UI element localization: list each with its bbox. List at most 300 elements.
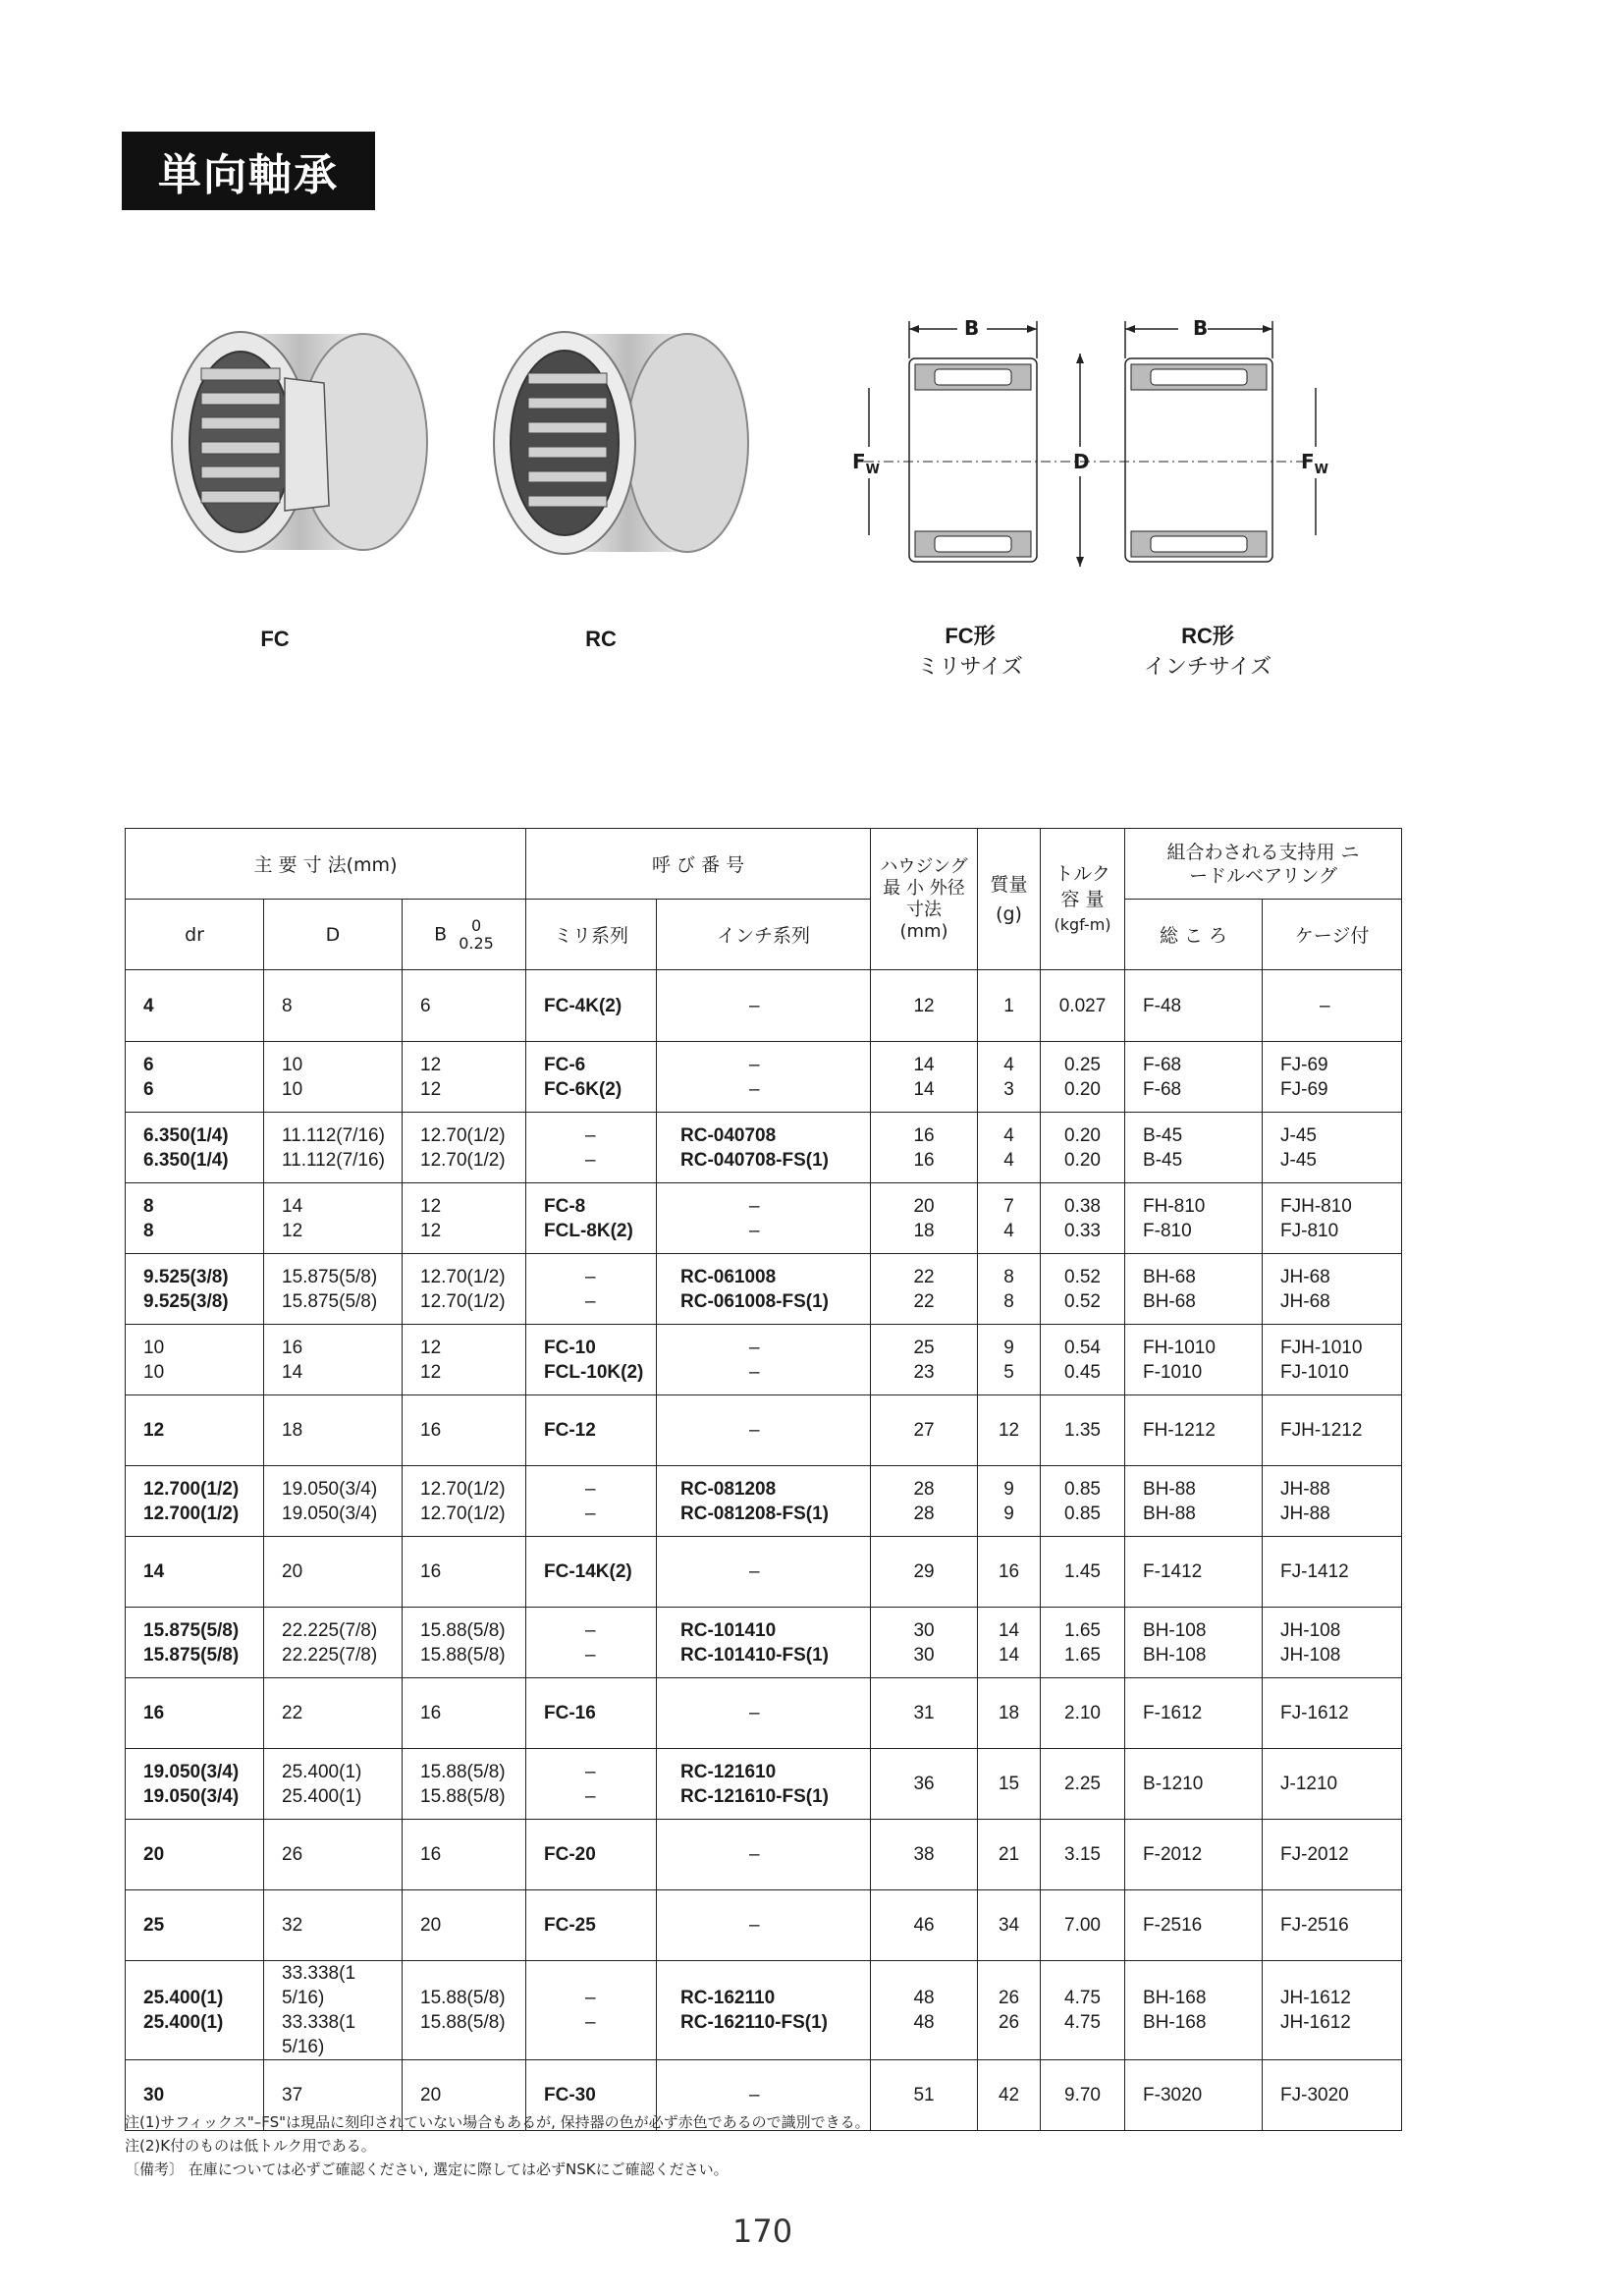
cell-dr-line: 6.350(1/4) bbox=[143, 1124, 229, 1146]
cell-housing-bore-line: 28 bbox=[913, 1503, 935, 1524]
diagram-fw-label-right: $F_W$ bbox=[1301, 450, 1329, 477]
cell-torque bbox=[1041, 1395, 1125, 1466]
diagram-b-label-left: B bbox=[964, 316, 980, 340]
cell-metric-series-line: FC-6 bbox=[544, 1054, 586, 1075]
cell-width-b bbox=[403, 1325, 526, 1395]
cell-width-b bbox=[403, 1678, 526, 1749]
cell-outer-d-line: 19.050(3/4) bbox=[282, 1503, 378, 1524]
table-row bbox=[126, 1325, 1402, 1395]
housing-label: ハウジング 最 小 外径寸法 bbox=[880, 855, 968, 920]
cell-caged bbox=[1263, 1254, 1402, 1325]
cell-mass-line: 4 bbox=[1003, 1124, 1014, 1146]
cell-inch-series bbox=[657, 1113, 871, 1183]
cell-mass-line: 14 bbox=[998, 1644, 1020, 1666]
cell-full-complement bbox=[1125, 1678, 1263, 1749]
cell-full-complement bbox=[1125, 1042, 1263, 1113]
cell-full-complement-line: F-68 bbox=[1143, 1054, 1182, 1075]
cell-inch-series-line: RC-101410 bbox=[680, 1619, 777, 1641]
cell-housing-bore-line: 27 bbox=[913, 1420, 935, 1441]
cell-mass-line: 8 bbox=[1003, 1290, 1014, 1312]
cell-caged bbox=[1263, 1820, 1402, 1890]
cell-torque-line: 0.20 bbox=[1064, 1078, 1101, 1100]
cell-mass bbox=[978, 1325, 1041, 1395]
mass-unit: (g) bbox=[996, 902, 1022, 925]
cell-mass bbox=[978, 1113, 1041, 1183]
cell-caged-line: FJH-1010 bbox=[1280, 1337, 1363, 1358]
cell-housing-bore-line: 22 bbox=[913, 1290, 935, 1312]
cell-width-b-line: 16 bbox=[420, 1561, 442, 1582]
cell-dr bbox=[126, 1749, 264, 1820]
cell-torque bbox=[1041, 1183, 1125, 1254]
cell-metric-series bbox=[526, 1325, 657, 1395]
cell-caged-line: JH-108 bbox=[1280, 1619, 1341, 1641]
cell-caged-line: J-45 bbox=[1280, 1149, 1317, 1171]
cell-inch-series bbox=[657, 1890, 871, 1961]
cell-metric-series-line: – bbox=[585, 1124, 596, 1146]
cell-torque bbox=[1041, 1325, 1125, 1395]
diagram-d-label: D bbox=[1073, 450, 1090, 473]
cell-housing-bore bbox=[871, 1749, 978, 1820]
cell-caged bbox=[1263, 1395, 1402, 1466]
note-remarks: 〔備考〕 在庫については必ずご確認ください, 選定に際しては必ずNSKにご確認ください。 bbox=[125, 2160, 729, 2178]
cell-full-complement bbox=[1125, 1749, 1263, 1820]
cell-mass-line: 8 bbox=[1003, 1266, 1014, 1287]
cell-metric-series-line: FCL-8K(2) bbox=[544, 1220, 633, 1241]
diagram-fw-label-left: $F_W$ bbox=[852, 450, 881, 477]
cell-mass-line: 18 bbox=[998, 1703, 1020, 1723]
cell-caged-line: JH-108 bbox=[1280, 1644, 1341, 1666]
cell-inch-series-line: RC-040708 bbox=[680, 1124, 777, 1146]
cell-metric-series-line: – bbox=[585, 1619, 596, 1641]
cell-full-complement-line: BH-88 bbox=[1143, 1503, 1196, 1524]
cell-torque-line: 0.38 bbox=[1064, 1195, 1101, 1217]
table-row bbox=[126, 1183, 1402, 1254]
cell-housing-bore-line: 36 bbox=[913, 1774, 935, 1794]
cell-width-b-line: 16 bbox=[420, 1844, 442, 1865]
page-number: 170 bbox=[732, 2213, 793, 2250]
cell-inch-series-line: – bbox=[749, 1078, 760, 1100]
cell-full-complement-line: F-1412 bbox=[1143, 1561, 1203, 1582]
cell-mass-line: 26 bbox=[998, 2012, 1020, 2033]
cell-inch-series-line: – bbox=[749, 1195, 760, 1217]
cell-dr-line: 12 bbox=[143, 1420, 165, 1441]
cell-full-complement bbox=[1125, 1466, 1263, 1537]
cell-inch-series-line: RC-121610-FS(1) bbox=[680, 1785, 830, 1807]
torque-unit: (kgf-m) bbox=[1054, 914, 1111, 934]
cell-inch-series bbox=[657, 1183, 871, 1254]
cell-dr-line: 8 bbox=[143, 1195, 154, 1217]
cell-inch-series-line: – bbox=[749, 1561, 760, 1582]
cell-width-b-line: 20 bbox=[420, 2085, 442, 2105]
cell-outer-d bbox=[264, 1890, 403, 1961]
cell-mass-line: 4 bbox=[1003, 1220, 1014, 1241]
cell-torque-line: 7.00 bbox=[1064, 1915, 1101, 1936]
cell-dr bbox=[126, 1113, 264, 1183]
cell-full-complement bbox=[1125, 1608, 1263, 1678]
cell-caged-line: FJ-2012 bbox=[1280, 1844, 1349, 1865]
cell-metric-series bbox=[526, 1890, 657, 1961]
cell-inch-series-line: RC-061008 bbox=[680, 1266, 777, 1287]
cell-metric-series-line: FC-8 bbox=[544, 1195, 586, 1217]
cell-torque-line: 0.54 bbox=[1064, 1337, 1101, 1358]
cell-width-b-line: 15.88(5/8) bbox=[420, 1988, 506, 2008]
cell-dr bbox=[126, 1961, 264, 2060]
cell-outer-d-line: 12 bbox=[282, 1220, 303, 1241]
cell-inch-series-line: RC-162110 bbox=[680, 1988, 776, 2008]
cell-dr-line: 19.050(3/4) bbox=[143, 1785, 240, 1807]
cell-caged-line: FJ-69 bbox=[1280, 1054, 1328, 1075]
table-row bbox=[126, 1961, 1402, 2060]
cell-housing-bore-line: 12 bbox=[913, 995, 935, 1016]
cell-housing-bore-line: 28 bbox=[913, 1478, 935, 1500]
rc-type-title: RC形 bbox=[1181, 624, 1234, 648]
cell-metric-series bbox=[526, 1537, 657, 1608]
cell-width-b-line: 12.70(1/2) bbox=[420, 1149, 506, 1171]
cell-dr bbox=[126, 1537, 264, 1608]
cell-metric-series-line: – bbox=[585, 1478, 596, 1500]
cell-full-complement-line: BH-68 bbox=[1143, 1266, 1196, 1287]
cell-inch-series bbox=[657, 1395, 871, 1466]
cell-metric-series-line: FC-30 bbox=[544, 2085, 596, 2105]
fc-bearing-photo bbox=[167, 314, 432, 570]
header-call-number: 呼 び 番 号 bbox=[526, 829, 871, 900]
cell-full-complement bbox=[1125, 1537, 1263, 1608]
cell-caged-line: FJ-810 bbox=[1280, 1220, 1339, 1241]
cell-torque-line: 1.35 bbox=[1064, 1420, 1101, 1441]
cell-housing-bore-line: 25 bbox=[913, 1337, 935, 1358]
cell-full-complement bbox=[1125, 1325, 1263, 1395]
cell-width-b-line: 15.88(5/8) bbox=[420, 1761, 506, 1782]
cell-metric-series bbox=[526, 970, 657, 1042]
cell-torque-line: 0.85 bbox=[1064, 1478, 1101, 1500]
cell-metric-series-line: FC-4K(2) bbox=[544, 995, 622, 1016]
cell-outer-d-line: 11.112(7/16) bbox=[282, 1149, 385, 1171]
table-row bbox=[126, 1678, 1402, 1749]
cell-torque-line: 2.10 bbox=[1064, 1703, 1101, 1723]
cell-caged bbox=[1263, 1466, 1402, 1537]
cell-width-b bbox=[403, 1254, 526, 1325]
cell-mass bbox=[978, 1466, 1041, 1537]
cell-dr-line: 30 bbox=[143, 2085, 165, 2105]
cell-dr-line: 25.400(1) bbox=[143, 2012, 224, 2033]
cell-housing-bore-line: 29 bbox=[913, 1561, 935, 1582]
cell-dr-line: 6 bbox=[143, 1078, 154, 1100]
cell-metric-series-line: – bbox=[585, 1503, 596, 1524]
cell-caged-line: – bbox=[1320, 995, 1330, 1016]
cell-full-complement-line: B-45 bbox=[1143, 1149, 1183, 1171]
mass-label: 質量 bbox=[990, 873, 1028, 896]
cell-housing-bore bbox=[871, 970, 978, 1042]
cell-outer-d bbox=[264, 1608, 403, 1678]
cell-width-b bbox=[403, 1466, 526, 1537]
cell-housing-bore-line: 30 bbox=[913, 1644, 935, 1666]
housing-unit: (mm) bbox=[899, 920, 948, 942]
cell-full-complement-line: BH-168 bbox=[1143, 1988, 1207, 2008]
cell-mass bbox=[978, 1961, 1041, 2060]
cell-inch-series bbox=[657, 1325, 871, 1395]
cell-inch-series-line: RC-121610 bbox=[680, 1761, 777, 1782]
cell-torque-line: 0.25 bbox=[1064, 1054, 1101, 1075]
cell-full-complement-line: BH-108 bbox=[1143, 1619, 1207, 1641]
cell-width-b bbox=[403, 1890, 526, 1961]
cell-housing-bore bbox=[871, 1113, 978, 1183]
cell-mass-line: 26 bbox=[998, 1988, 1020, 2008]
cell-dr-line: 6 bbox=[143, 1054, 154, 1075]
cell-outer-d-line: 37 bbox=[282, 2085, 303, 2105]
cell-outer-d-line: 20 bbox=[282, 1561, 303, 1582]
cell-caged bbox=[1263, 1749, 1402, 1820]
cell-inch-series-line: – bbox=[749, 1220, 760, 1241]
table-row bbox=[126, 1608, 1402, 1678]
cell-inch-series-line: RC-040708-FS(1) bbox=[680, 1149, 830, 1171]
cell-housing-bore-line: 22 bbox=[913, 1266, 935, 1287]
cell-housing-bore-line: 38 bbox=[913, 1844, 935, 1865]
cell-outer-d-line: 14 bbox=[282, 1195, 303, 1217]
cell-caged bbox=[1263, 1678, 1402, 1749]
cell-inch-series-line: – bbox=[749, 1420, 760, 1441]
cell-outer-d-line: 15.875(5/8) bbox=[282, 1266, 378, 1287]
cell-housing-bore-line: 14 bbox=[913, 1054, 935, 1075]
diagram-b-label-right: B bbox=[1193, 316, 1209, 340]
cell-outer-d-line: 25.400(1) bbox=[282, 1785, 362, 1807]
cell-width-b-line: 15.88(5/8) bbox=[420, 1619, 506, 1641]
cell-width-b bbox=[403, 1820, 526, 1890]
cell-housing-bore bbox=[871, 1466, 978, 1537]
cell-width-b bbox=[403, 970, 526, 1042]
table-row bbox=[126, 1254, 1402, 1325]
cell-width-b-line: 12.70(1/2) bbox=[420, 1124, 506, 1146]
cell-mass-line: 12 bbox=[998, 1420, 1020, 1441]
cell-caged-line: FJ-69 bbox=[1280, 1078, 1328, 1100]
cell-caged-line: FJ-1612 bbox=[1280, 1703, 1349, 1723]
cell-full-complement-line: BH-88 bbox=[1143, 1478, 1196, 1500]
cell-torque-line: 0.52 bbox=[1064, 1266, 1101, 1287]
cell-mass-line: 4 bbox=[1003, 1149, 1014, 1171]
cell-caged-line: JH-1612 bbox=[1280, 2012, 1351, 2033]
cell-dr-line: 6.350(1/4) bbox=[143, 1149, 229, 1171]
page-title: 単向軸承 bbox=[122, 132, 375, 210]
cell-inch-series bbox=[657, 1678, 871, 1749]
fc-diagram-caption bbox=[872, 621, 1068, 683]
cell-housing-bore bbox=[871, 1961, 978, 2060]
cell-full-complement bbox=[1125, 1890, 1263, 1961]
cell-caged-line: FJH-1212 bbox=[1280, 1420, 1363, 1441]
cell-metric-series-line: FCL-10K(2) bbox=[544, 1361, 644, 1383]
cell-outer-d-line: 8 bbox=[282, 995, 293, 1016]
cell-inch-series bbox=[657, 1608, 871, 1678]
cell-full-complement-line: FH-810 bbox=[1143, 1195, 1206, 1217]
cell-inch-series-line: – bbox=[749, 1703, 760, 1723]
cell-housing-bore-line: 20 bbox=[913, 1195, 935, 1217]
cell-width-b-line: 12 bbox=[420, 1054, 442, 1075]
cell-caged bbox=[1263, 1183, 1402, 1254]
b-tol-bottom: 0.25 bbox=[459, 933, 494, 953]
cell-full-complement-line: FH-1010 bbox=[1143, 1337, 1216, 1358]
cell-torque bbox=[1041, 1113, 1125, 1183]
cell-width-b-line: 16 bbox=[420, 1703, 442, 1723]
table-row bbox=[126, 970, 1402, 1042]
table-row bbox=[126, 1113, 1402, 1183]
cell-dr-line: 15.875(5/8) bbox=[143, 1644, 240, 1666]
cell-torque-line: 2.25 bbox=[1064, 1774, 1101, 1794]
cell-mass-line: 16 bbox=[998, 1561, 1020, 1582]
cell-width-b bbox=[403, 1749, 526, 1820]
cell-width-b-line: 12 bbox=[420, 1361, 442, 1383]
cell-inch-series-line: – bbox=[749, 1844, 760, 1865]
cell-dr-line: 8 bbox=[143, 1220, 154, 1241]
cell-width-b-line: 20 bbox=[420, 1915, 442, 1936]
cell-full-complement-line: F-2012 bbox=[1143, 1844, 1203, 1865]
cell-mass bbox=[978, 1395, 1041, 1466]
table-row bbox=[126, 1537, 1402, 1608]
cell-torque-line: 0.85 bbox=[1064, 1503, 1101, 1524]
cell-torque bbox=[1041, 1608, 1125, 1678]
cell-inch-series-line: RC-081208 bbox=[680, 1478, 777, 1500]
cell-inch-series bbox=[657, 1254, 871, 1325]
cell-outer-d bbox=[264, 1183, 403, 1254]
cell-inch-series-line: RC-081208-FS(1) bbox=[680, 1503, 830, 1524]
cell-caged-line: JH-68 bbox=[1280, 1266, 1330, 1287]
cell-width-b bbox=[403, 1113, 526, 1183]
cell-outer-d-line: 19.050(3/4) bbox=[282, 1478, 378, 1500]
cell-inch-series-line: – bbox=[749, 1337, 760, 1358]
cell-outer-d bbox=[264, 1820, 403, 1890]
table-row bbox=[126, 1466, 1402, 1537]
cell-metric-series-line: – bbox=[585, 2012, 596, 2033]
cell-dr bbox=[126, 1890, 264, 1961]
cell-width-b-line: 15.88(5/8) bbox=[420, 1644, 506, 1666]
cell-housing-bore bbox=[871, 1537, 978, 1608]
cell-torque-line: 0.027 bbox=[1058, 995, 1107, 1016]
bearing-spec-table bbox=[125, 828, 1402, 2131]
cell-full-complement-line: B-1210 bbox=[1143, 1774, 1204, 1794]
cell-inch-series-line: RC-162110-FS(1) bbox=[680, 2012, 828, 2033]
cell-outer-d bbox=[264, 1537, 403, 1608]
cell-housing-bore bbox=[871, 1183, 978, 1254]
cell-metric-series-line: FC-6K(2) bbox=[544, 1078, 622, 1100]
cell-dr-line: 9.525(3/8) bbox=[143, 1290, 229, 1312]
cell-metric-series bbox=[526, 1678, 657, 1749]
cell-full-complement bbox=[1125, 1961, 1263, 2060]
cell-width-b-line: 12 bbox=[420, 1220, 442, 1241]
cell-torque bbox=[1041, 1749, 1125, 1820]
cell-mass bbox=[978, 1254, 1041, 1325]
rc-type-subtitle: インチサイズ bbox=[1143, 655, 1272, 680]
cell-width-b bbox=[403, 1608, 526, 1678]
cell-width-b bbox=[403, 1183, 526, 1254]
cell-caged bbox=[1263, 970, 1402, 1042]
cell-mass bbox=[978, 1537, 1041, 1608]
cell-outer-d-line: 22.225(7/8) bbox=[282, 1619, 378, 1641]
cell-mass bbox=[978, 970, 1041, 1042]
cell-dr-line: 12.700(1/2) bbox=[143, 1503, 240, 1524]
cell-metric-series bbox=[526, 1820, 657, 1890]
cell-full-complement-line: F-1010 bbox=[1143, 1361, 1203, 1383]
cell-housing-bore-line: 16 bbox=[913, 1149, 935, 1171]
cell-width-b-line: 12 bbox=[420, 1195, 442, 1217]
cell-metric-series-line: FC-20 bbox=[544, 1844, 596, 1865]
cell-dr bbox=[126, 970, 264, 1042]
cell-housing-bore bbox=[871, 1325, 978, 1395]
header-main-dims: 主 要 寸 法(mm) bbox=[126, 829, 526, 900]
header-d: D bbox=[264, 900, 403, 970]
cell-inch-series bbox=[657, 1042, 871, 1113]
cell-outer-d-line: 33.338(1 5/16) bbox=[282, 1963, 356, 2008]
cell-width-b-line: 12.70(1/2) bbox=[420, 1503, 506, 1524]
cell-mass bbox=[978, 1890, 1041, 1961]
rc-diagram-caption bbox=[1109, 621, 1306, 683]
cell-metric-series-line: – bbox=[585, 1290, 596, 1312]
cell-metric-series-line: – bbox=[585, 1266, 596, 1287]
cell-outer-d bbox=[264, 1254, 403, 1325]
cell-caged-line: FJ-2516 bbox=[1280, 1915, 1349, 1936]
cell-caged-line: FJ-1010 bbox=[1280, 1361, 1349, 1383]
table-row bbox=[126, 1395, 1402, 1466]
cell-outer-d bbox=[264, 1961, 403, 2060]
cell-full-complement-line: F-810 bbox=[1143, 1220, 1192, 1241]
cell-full-complement-line: BH-168 bbox=[1143, 2012, 1207, 2033]
cell-housing-bore-line: 31 bbox=[913, 1703, 935, 1723]
cell-dr-line: 12.700(1/2) bbox=[143, 1478, 240, 1500]
cell-housing-bore-line: 51 bbox=[913, 2085, 935, 2105]
b-tol-top: 0 bbox=[470, 915, 482, 935]
cell-width-b bbox=[403, 1395, 526, 1466]
cell-mass-line: 42 bbox=[998, 2085, 1020, 2105]
cell-dr-line: 14 bbox=[143, 1561, 165, 1582]
cell-outer-d bbox=[264, 970, 403, 1042]
cell-outer-d-line: 10 bbox=[282, 1078, 303, 1100]
cell-caged-line: JH-1612 bbox=[1280, 1988, 1351, 2008]
cell-dr-line: 16 bbox=[143, 1703, 165, 1723]
cell-inch-series-line: – bbox=[749, 1054, 760, 1075]
cell-outer-d bbox=[264, 1678, 403, 1749]
cell-mass bbox=[978, 2060, 1041, 2131]
cell-housing-bore bbox=[871, 1395, 978, 1466]
cell-width-b-line: 12.70(1/2) bbox=[420, 1478, 506, 1500]
cell-mass bbox=[978, 1608, 1041, 1678]
table-row bbox=[126, 1890, 1402, 1961]
cell-metric-series bbox=[526, 1961, 657, 2060]
cell-housing-bore bbox=[871, 1254, 978, 1325]
cell-housing-bore-line: 48 bbox=[913, 1988, 935, 2008]
cell-dr-line: 15.875(5/8) bbox=[143, 1619, 240, 1641]
cell-full-complement-line: F-48 bbox=[1143, 995, 1182, 1016]
cell-metric-series-line: FC-12 bbox=[544, 1420, 596, 1441]
cell-caged bbox=[1263, 1537, 1402, 1608]
fc-photo-label: FC bbox=[260, 627, 290, 651]
cell-torque bbox=[1041, 1466, 1125, 1537]
cell-full-complement bbox=[1125, 1183, 1263, 1254]
spec-table-body bbox=[126, 970, 1402, 2131]
cell-outer-d bbox=[264, 1749, 403, 1820]
header-b: B 0 0.25 bbox=[403, 900, 526, 970]
cell-width-b-line: 12.70(1/2) bbox=[420, 1266, 506, 1287]
cell-full-complement bbox=[1125, 1820, 1263, 1890]
cell-mass bbox=[978, 1183, 1041, 1254]
table-row bbox=[126, 1042, 1402, 1113]
cell-dr bbox=[126, 1325, 264, 1395]
cell-outer-d-line: 25.400(1) bbox=[282, 1761, 362, 1782]
cell-inch-series bbox=[657, 1466, 871, 1537]
cell-dr bbox=[126, 1466, 264, 1537]
cell-housing-bore bbox=[871, 2060, 978, 2131]
cell-outer-d-line: 16 bbox=[282, 1337, 303, 1358]
cell-dr bbox=[126, 1183, 264, 1254]
cell-outer-d-line: 14 bbox=[282, 1361, 303, 1383]
cell-housing-bore-line: 14 bbox=[913, 1078, 935, 1100]
cell-width-b bbox=[403, 1961, 526, 2060]
cell-full-complement-line: F-2516 bbox=[1143, 1915, 1203, 1936]
